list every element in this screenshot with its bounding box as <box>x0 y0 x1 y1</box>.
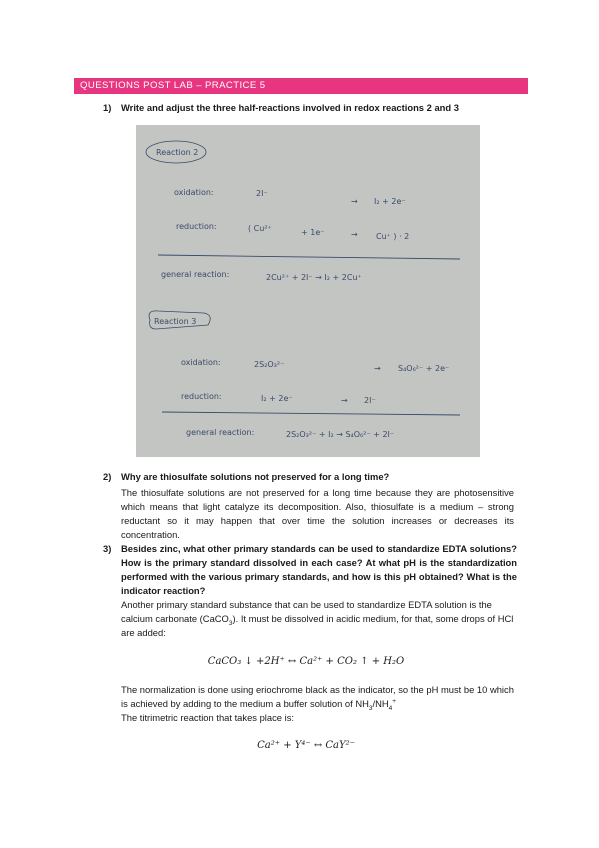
r3-reduction-right: 2I⁻ <box>364 396 376 405</box>
question-number: 2) <box>103 471 112 482</box>
r3-oxidation-right: S₄O₆²⁻ + 2e⁻ <box>398 364 450 373</box>
r2-oxidation-arrow: → <box>351 197 358 206</box>
r3-oxidation-arrow: → <box>374 364 381 373</box>
r3-general-label: general reaction: <box>186 428 255 437</box>
r2-reduction-label: reduction: <box>176 222 217 231</box>
question-text: Besides zinc, what other primary standards can be used to standardize EDTA solutions? How is the primary standard dissolved in each case? At what pH is the standardization performed with the various primary standards, and how is this pH obtained? What is the indicator reaction? <box>121 543 517 596</box>
r3-oxidation-label: oxidation: <box>181 358 221 367</box>
question-2 <box>103 470 523 484</box>
equation-calcium-carbonate: CaCO₃ ↓ +2H⁺ ↔ Ca²⁺ + CO₂ ↑ + H₂O <box>207 656 405 667</box>
r2-oxidation-left: 2I⁻ <box>256 189 268 198</box>
r2-reduction-electrons: + 1e⁻ <box>301 228 325 237</box>
r2-reduction-right: Cu⁺ ) · 2 <box>376 232 410 241</box>
r2-oxidation-right: I₂ + 2e⁻ <box>374 197 406 206</box>
question-1 <box>103 101 523 115</box>
reaction2-label: Reaction 2 <box>156 148 199 157</box>
question-number: 3) <box>103 543 112 554</box>
r3-reduction-label: reduction: <box>181 392 222 401</box>
answer-2: The thiosulfate solutions are not preserved for a long time because they are photosensitive which means that light catalyze its decomposition. Also, thiosulfate is a medium – strong reductant so it may happen that over time the solution increases or decreases its concentration. <box>121 487 514 540</box>
question-text: Why are thiosulfate solutions not preserved for a long time? <box>121 471 390 482</box>
equation-titrimetric: Ca²⁺ + Y⁴⁻ ↔ CaY²⁻ <box>257 740 355 751</box>
r3-reduction-arrow: → <box>341 396 348 405</box>
question-text: Write and adjust the three half-reactions involved in redox reactions 2 and 3 <box>121 102 459 113</box>
handwritten-notes <box>136 125 480 457</box>
reaction3-label: Reaction 3 <box>154 317 197 326</box>
r2-general-reaction: 2Cu²⁺ + 2I⁻ → I₂ + 2Cu⁺ <box>266 273 362 282</box>
r3-reduction-left: I₂ + 2e⁻ <box>261 394 293 403</box>
question-3 <box>103 542 523 600</box>
question-number: 1) <box>103 102 112 113</box>
section-title: QUESTIONS POST LAB – PRACTICE 5 <box>80 80 266 91</box>
handwritten-notes-photo <box>136 125 480 457</box>
r3-general-reaction: 2S₂O₃²⁻ + I₂ → S₄O₆²⁻ + 2I⁻ <box>286 430 395 439</box>
answer-3-paragraph-2: The normalization is done using eriochrome black as the indicator, so the pH must be 10 which is achieved by adding to the medium a buffer solution of $NH_3/NH_4^+$ <box>121 684 514 712</box>
r2-reduction-arrow: → <box>351 230 358 239</box>
r2-reduction-left: ( Cu²⁺ <box>248 224 272 233</box>
r2-general-label: general reaction: <box>161 270 230 279</box>
r3-oxidation-left: 2S₂O₃²⁻ <box>254 360 285 369</box>
answer-3-paragraph-1: Another primary standard substance that can be used to standardize EDTA solution is the calcium carbonate (CaCO$_3$). It must be dissolved in acidic medium, for that, some drops of HCl are added: <box>121 599 514 638</box>
r2-oxidation-label: oxidation: <box>174 188 214 197</box>
section-header <box>74 78 528 94</box>
answer-3-paragraph-3: The titrimetric reaction that takes place is: <box>121 712 294 723</box>
